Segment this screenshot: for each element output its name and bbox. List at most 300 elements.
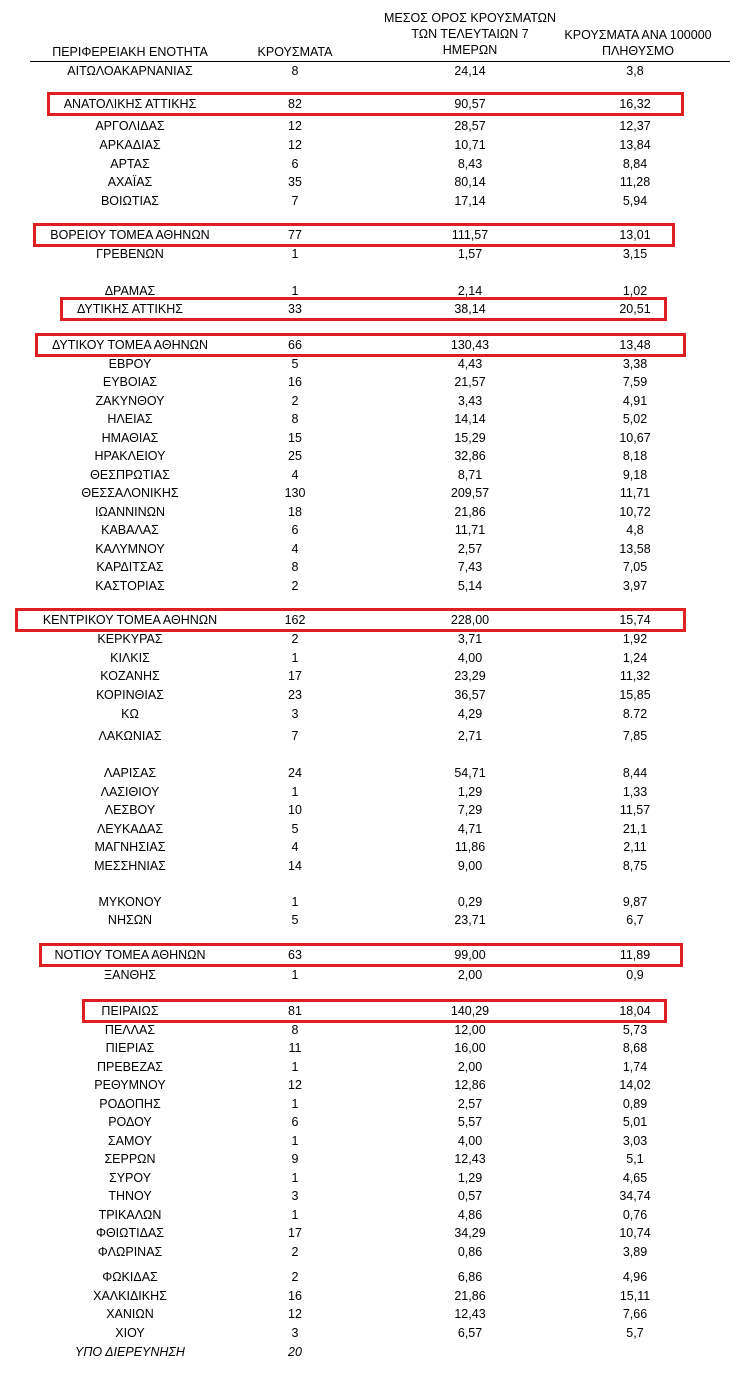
region-cell: ΑΙΤΩΛΟΑΚΑΡΝΑΝΙΑΣ — [67, 64, 193, 78]
per100k-cell: 14,02 — [619, 1078, 651, 1092]
region-cell: ΗΜΑΘΙΑΣ — [101, 431, 159, 445]
per100k-cell: 11,71 — [619, 486, 651, 500]
cases-cell: 8 — [291, 412, 299, 426]
table-row — [0, 727, 738, 745]
per100k-cell: 18,04 — [619, 1004, 651, 1018]
per100k-cell: 1,92 — [622, 632, 648, 646]
avg7-cell: 99,00 — [454, 948, 486, 962]
cases-cell: 4 — [291, 840, 299, 854]
cases-cell: 3 — [291, 1326, 299, 1340]
per100k-cell: 5,7 — [626, 1326, 644, 1340]
cases-cell: 1 — [291, 1097, 299, 1111]
region-cell: ΠΕΛΛΑΣ — [104, 1023, 156, 1037]
avg7-cell: 32,86 — [454, 449, 486, 463]
table-row — [0, 1187, 738, 1205]
per100k-cell: 8,44 — [622, 766, 648, 780]
table-row — [0, 173, 738, 191]
region-cell: ΜΕΣΣΗΝΙΑΣ — [94, 859, 166, 873]
region-cell: ΦΩΚΙΔΑΣ — [102, 1270, 158, 1284]
avg7-cell: 2,14 — [457, 284, 483, 298]
per100k-cell: 5,94 — [622, 194, 648, 208]
cases-cell: 11 — [288, 1041, 302, 1055]
cases-cell: 1 — [291, 1134, 299, 1148]
table-row — [0, 429, 738, 447]
per100k-cell: 3,38 — [622, 357, 648, 371]
table-row — [0, 558, 738, 576]
cases-cell: 8 — [291, 560, 299, 574]
cases-cell: 23 — [288, 688, 302, 702]
avg7-cell: 21,57 — [454, 375, 486, 389]
cases-cell: 2 — [291, 1270, 299, 1284]
region-cell: ΚΑΣΤΟΡΙΑΣ — [95, 579, 165, 593]
cases-cell: 2 — [291, 579, 299, 593]
per100k-cell: 10,74 — [619, 1226, 651, 1240]
per100k-cell: 1,02 — [622, 284, 648, 298]
cases-cell: 6 — [291, 523, 299, 537]
region-cell: ΓΡΕΒΕΝΩΝ — [96, 247, 164, 261]
region-cell: ΡΟΔΟΥ — [108, 1115, 152, 1129]
avg7-cell: 6,86 — [457, 1270, 483, 1284]
region-cell: ΠΕΙΡΑΙΩΣ — [101, 1004, 159, 1018]
cases-cell: 12 — [288, 1307, 302, 1321]
per100k-cell: 5,1 — [626, 1152, 644, 1166]
avg7-cell: 0,86 — [457, 1245, 483, 1259]
header-region-label: ΠΕΡΙΦΕΡΕΙΑΚΗ ΕΝΟΤΗΤΑ — [52, 45, 208, 59]
table-row — [0, 1243, 738, 1261]
avg7-cell: 0,57 — [457, 1189, 483, 1203]
per100k-cell: 2,11 — [623, 840, 647, 854]
per100k-cell: 1,24 — [622, 651, 648, 665]
per100k-cell: 11,89 — [619, 948, 651, 962]
region-cell: ΚΑΒΑΛΑΣ — [101, 523, 159, 537]
avg7-cell: 23,29 — [454, 669, 486, 683]
per100k-cell: 8,68 — [622, 1041, 648, 1055]
avg7-cell: 12,00 — [454, 1023, 486, 1037]
cases-cell: 24 — [288, 766, 302, 780]
region-cell: ΖΑΚΥΝΘΟΥ — [95, 394, 165, 408]
cases-cell: 4 — [291, 542, 299, 556]
table-row — [0, 577, 738, 595]
header-avg7 — [380, 10, 560, 58]
table-row — [0, 95, 738, 113]
table-row — [0, 1132, 738, 1150]
region-cell: ΠΙΕΡΙΑΣ — [105, 1041, 155, 1055]
per100k-cell: 3,03 — [622, 1134, 648, 1148]
table-row — [0, 630, 738, 648]
per100k-cell: 7,05 — [622, 560, 648, 574]
cases-cell: 16 — [288, 1289, 302, 1303]
header-avg7-line1: ΜΕΣΟΣ ΟΡΟΣ ΚΡΟΥΣΜΑΤΩΝ — [383, 11, 557, 25]
avg7-cell: 5,57 — [457, 1115, 483, 1129]
region-cell: ΥΠΟ ΔΙΕΡΕΥΝΗΣΗ — [75, 1345, 185, 1359]
cases-cell: 2 — [291, 632, 299, 646]
avg7-cell: 0,29 — [457, 895, 483, 909]
avg7-cell: 140,29 — [450, 1004, 490, 1018]
per100k-cell: 11,28 — [619, 175, 651, 189]
avg7-cell: 11,86 — [454, 840, 486, 854]
cases-cell: 77 — [288, 228, 302, 242]
region-cell: ΕΥΒΟΙΑΣ — [102, 375, 158, 389]
per100k-cell: 15,11 — [619, 1289, 651, 1303]
per100k-cell: 9,87 — [622, 895, 648, 909]
per100k-cell: 16,32 — [619, 97, 651, 111]
cases-cell: 1 — [291, 247, 299, 261]
avg7-cell: 1,29 — [457, 785, 483, 799]
avg7-cell: 4,29 — [457, 707, 483, 721]
avg7-cell: 111,57 — [451, 228, 489, 242]
avg7-cell: 2,71 — [457, 729, 483, 743]
per100k-cell: 10,67 — [619, 431, 651, 445]
cases-cell: 4 — [291, 468, 299, 482]
per100k-cell: 0,89 — [622, 1097, 648, 1111]
avg7-cell: 24,14 — [454, 64, 486, 78]
per100k-cell: 0,76 — [622, 1208, 648, 1222]
cases-cell: 9 — [291, 1152, 299, 1166]
region-cell: ΝΗΣΩΝ — [107, 913, 153, 927]
cases-cell: 3 — [291, 707, 299, 721]
table-row — [0, 521, 738, 539]
per100k-cell: 12,37 — [619, 119, 651, 133]
table-row — [0, 62, 738, 80]
avg7-cell: 10,71 — [454, 138, 486, 152]
table-row — [0, 1287, 738, 1305]
cases-cell: 12 — [288, 1078, 302, 1092]
avg7-cell: 9,00 — [457, 859, 483, 873]
cases-cell: 16 — [288, 375, 302, 389]
cases-cell: 1 — [291, 1208, 299, 1222]
per100k-cell: 8,18 — [622, 449, 648, 463]
region-cell: ΒΟΡΕΙΟΥ ΤΟΜΕΑ ΑΘΗΝΩΝ — [50, 228, 210, 242]
cases-cell: 3 — [291, 1189, 299, 1203]
table-row — [0, 117, 738, 135]
region-cell: ΧΙΟΥ — [115, 1326, 145, 1340]
per100k-cell: 21,1 — [622, 822, 648, 836]
region-cell: ΞΑΝΘΗΣ — [104, 968, 156, 982]
table-row — [0, 373, 738, 391]
region-cell: ΗΡΑΚΛΕΙΟΥ — [94, 449, 166, 463]
avg7-cell: 12,86 — [454, 1078, 486, 1092]
cases-cell: 15 — [288, 431, 302, 445]
per100k-cell: 13,58 — [619, 542, 651, 556]
avg7-cell: 4,71 — [457, 822, 483, 836]
avg7-cell: 15,29 — [454, 431, 486, 445]
table-row — [0, 911, 738, 929]
region-cell: ΑΡΚΑΔΙΑΣ — [99, 138, 161, 152]
cases-cell: 1 — [291, 895, 299, 909]
region-cell: ΘΕΣΣΑΛΟΝΙΚΗΣ — [81, 486, 179, 500]
region-cell: ΚΩ — [121, 707, 139, 721]
per100k-cell: 0,9 — [626, 968, 644, 982]
per100k-cell: 9,18 — [622, 468, 648, 482]
region-cell: ΗΛΕΙΑΣ — [107, 412, 153, 426]
per100k-cell: 5,02 — [622, 412, 648, 426]
per100k-cell: 11,57 — [619, 803, 651, 817]
table-row — [0, 1150, 738, 1168]
cases-cell: 162 — [284, 613, 306, 627]
region-cell: ΑΝΑΤΟΛΙΚΗΣ ΑΤΤΙΚΗΣ — [63, 97, 197, 111]
avg7-cell: 23,71 — [454, 913, 486, 927]
table-row — [0, 686, 738, 704]
table-row — [0, 705, 738, 723]
avg7-cell: 1,29 — [457, 1171, 483, 1185]
table-row — [0, 1169, 738, 1187]
table-row — [0, 667, 738, 685]
avg7-cell: 12,43 — [454, 1307, 486, 1321]
avg7-cell: 16,00 — [454, 1041, 486, 1055]
table-row — [0, 336, 738, 354]
cases-cell: 20 — [288, 1345, 302, 1359]
region-cell: ΛΑΣΙΘΙΟΥ — [100, 785, 160, 799]
region-cell: ΡΕΘΥΜΝΟΥ — [94, 1078, 166, 1092]
avg7-cell: 4,86 — [457, 1208, 483, 1222]
per100k-cell: 13,48 — [619, 338, 651, 352]
avg7-cell: 6,57 — [457, 1326, 483, 1340]
table-row — [0, 1343, 738, 1361]
per100k-cell: 3,89 — [622, 1245, 648, 1259]
cases-cell: 1 — [291, 785, 299, 799]
header-avg7-line2: ΤΩΝ ΤΕΛΕΥΤΑΙΩΝ 7 — [411, 27, 529, 41]
table-row — [0, 857, 738, 875]
avg7-cell: 14,14 — [454, 412, 486, 426]
per100k-cell: 15,74 — [619, 613, 651, 627]
cases-cell: 63 — [288, 948, 302, 962]
region-cell: ΠΡΕΒΕΖΑΣ — [96, 1060, 164, 1074]
table-row — [0, 466, 738, 484]
table-row — [0, 410, 738, 428]
region-cell: ΚΕΝΤΡΙΚΟΥ ΤΟΜΕΑ ΑΘΗΝΩΝ — [42, 613, 218, 627]
header-region — [30, 44, 230, 60]
region-cell: ΑΧΑΪΑΣ — [107, 175, 153, 189]
region-cell: ΙΩΑΝΝΙΝΩΝ — [94, 505, 166, 519]
table-row — [0, 226, 738, 244]
region-cell: ΔΥΤΙΚΗΣ ΑΤΤΙΚΗΣ — [77, 302, 183, 316]
table-row — [0, 1224, 738, 1242]
cases-cell: 8 — [291, 64, 299, 78]
table-row — [0, 966, 738, 984]
cases-cell: 6 — [291, 157, 299, 171]
header-avg7-line3: ΗΜΕΡΩΝ — [442, 43, 498, 57]
per100k-cell: 7,59 — [622, 375, 648, 389]
region-cell: ΧΑΛΚΙΔΙΚΗΣ — [93, 1289, 167, 1303]
region-cell: ΜΑΓΝΗΣΙΑΣ — [94, 840, 166, 854]
table-row — [0, 300, 738, 318]
avg7-cell: 38,14 — [454, 302, 486, 316]
table-row — [0, 764, 738, 782]
region-cell: ΦΘΙΩΤΙΔΑΣ — [95, 1226, 165, 1240]
avg7-cell: 28,57 — [454, 119, 486, 133]
per100k-cell: 13,84 — [619, 138, 651, 152]
cases-cell: 82 — [288, 97, 302, 111]
cases-cell: 1 — [291, 651, 299, 665]
region-cell: ΤΡΙΚΑΛΩΝ — [98, 1208, 162, 1222]
table-row — [0, 1268, 738, 1286]
table-row — [0, 136, 738, 154]
table-row — [0, 1206, 738, 1224]
cases-cell: 12 — [288, 119, 302, 133]
per100k-cell: 8.72 — [622, 707, 648, 721]
cases-cell: 14 — [288, 859, 302, 873]
region-cell: ΣΑΜΟΥ — [107, 1134, 153, 1148]
per100k-cell: 5,01 — [622, 1115, 648, 1129]
header-per100k — [548, 27, 728, 59]
cases-cell: 18 — [288, 505, 302, 519]
avg7-cell: 36,57 — [454, 688, 486, 702]
table-row — [0, 192, 738, 210]
table-row — [0, 1002, 738, 1020]
cases-cell: 33 — [288, 302, 302, 316]
region-cell: ΕΒΡΟΥ — [108, 357, 152, 371]
header-cases-label: ΚΡΟΥΣΜΑΤΑ — [257, 45, 333, 59]
avg7-cell: 5,14 — [457, 579, 483, 593]
per100k-cell: 20,51 — [619, 302, 651, 316]
avg7-cell: 3,43 — [457, 394, 483, 408]
per100k-cell: 11,32 — [619, 669, 651, 683]
region-cell: ΒΟΙΩΤΙΑΣ — [100, 194, 160, 208]
region-cell: ΡΟΔΟΠΗΣ — [99, 1097, 161, 1111]
region-cell: ΛΑΡΙΣΑΣ — [103, 766, 157, 780]
cases-cell: 17 — [288, 669, 302, 683]
cases-cell: 5 — [291, 822, 299, 836]
avg7-cell: 2,57 — [457, 1097, 483, 1111]
table-row — [0, 946, 738, 964]
region-cell: ΛΕΥΚΑΔΑΣ — [96, 822, 164, 836]
cases-cell: 1 — [291, 968, 299, 982]
region-cell: ΤΗΝΟΥ — [108, 1189, 152, 1203]
avg7-cell: 8,43 — [457, 157, 483, 171]
table-row — [0, 1095, 738, 1113]
per100k-cell: 4,65 — [622, 1171, 648, 1185]
region-cell: ΣΕΡΡΩΝ — [104, 1152, 156, 1166]
avg7-cell: 54,71 — [454, 766, 486, 780]
per100k-cell: 4,91 — [622, 394, 648, 408]
header-per100k-line2: ΠΛΗΘΥΣΜΟ — [602, 44, 674, 58]
avg7-cell: 1,57 — [457, 247, 483, 261]
per100k-cell: 10,72 — [619, 505, 651, 519]
cases-cell: 5 — [291, 357, 299, 371]
table-row — [0, 484, 738, 502]
region-cell: ΔΥΤΙΚΟΥ ΤΟΜΕΑ ΑΘΗΝΩΝ — [51, 338, 209, 352]
region-cell: ΦΛΩΡΙΝΑΣ — [97, 1245, 163, 1259]
region-cell: ΑΡΤΑΣ — [110, 157, 150, 171]
per100k-cell: 8,84 — [622, 157, 648, 171]
cases-cell: 1 — [291, 284, 299, 298]
per100k-cell: 6,7 — [626, 913, 644, 927]
per100k-cell: 3,15 — [622, 247, 648, 261]
avg7-cell: 90,57 — [454, 97, 486, 111]
region-cell: ΑΡΓΟΛΙΔΑΣ — [95, 119, 165, 133]
table-row — [0, 1305, 738, 1323]
cases-cell: 5 — [291, 913, 299, 927]
per100k-cell: 1,74 — [622, 1060, 648, 1074]
header-per100k-line1: ΚΡΟΥΣΜΑΤΑ ΑΝΑ 100000 — [564, 28, 712, 42]
cases-cell: 1 — [291, 1060, 299, 1074]
avg7-cell: 228,00 — [450, 613, 490, 627]
region-cell: ΔΡΑΜΑΣ — [104, 284, 156, 298]
per100k-cell: 4,96 — [622, 1270, 648, 1284]
region-cell: ΜΥΚΟΝΟΥ — [98, 895, 162, 909]
header-cases — [245, 44, 345, 60]
per100k-cell: 34,74 — [619, 1189, 651, 1203]
table-row — [0, 447, 738, 465]
table-row — [0, 540, 738, 558]
avg7-cell: 12,43 — [454, 1152, 486, 1166]
table-row — [0, 392, 738, 410]
avg7-cell: 3,71 — [457, 632, 483, 646]
avg7-cell: 2,00 — [457, 968, 483, 982]
table-row — [0, 355, 738, 373]
table-row — [0, 1058, 738, 1076]
table-row — [0, 1076, 738, 1094]
region-cell: ΚΑΛΥΜΝΟΥ — [95, 542, 165, 556]
cases-cell: 130 — [284, 486, 306, 500]
avg7-cell: 2,00 — [457, 1060, 483, 1074]
region-cell: ΛΑΚΩΝΙΑΣ — [98, 729, 162, 743]
cases-cell: 1 — [291, 1171, 299, 1185]
avg7-cell: 17,14 — [454, 194, 486, 208]
cases-cell: 2 — [291, 1245, 299, 1259]
avg7-cell: 4,00 — [457, 1134, 483, 1148]
cases-cell: 12 — [288, 138, 302, 152]
table-row — [0, 1039, 738, 1057]
cases-cell: 8 — [291, 1023, 299, 1037]
per100k-cell: 5,73 — [622, 1023, 648, 1037]
per100k-cell: 4,8 — [626, 523, 644, 537]
per100k-cell: 7,85 — [622, 729, 648, 743]
avg7-cell: 80,14 — [454, 175, 486, 189]
avg7-cell: 34,29 — [454, 1226, 486, 1240]
table-row — [0, 1113, 738, 1131]
avg7-cell: 2,57 — [457, 542, 483, 556]
table-row — [0, 820, 738, 838]
avg7-cell: 7,29 — [457, 803, 483, 817]
cases-cell: 25 — [288, 449, 302, 463]
table-row — [0, 611, 738, 629]
table-row — [0, 801, 738, 819]
avg7-cell: 209,57 — [450, 486, 490, 500]
region-cell: ΚΙΛΚΙΣ — [110, 651, 150, 665]
table-row — [0, 282, 738, 300]
table-row — [0, 649, 738, 667]
table-row — [0, 1324, 738, 1342]
per100k-cell: 1,33 — [622, 785, 648, 799]
avg7-cell: 130,43 — [450, 338, 490, 352]
region-cell: ΧΑΝΙΩΝ — [106, 1307, 154, 1321]
region-cell: ΚΟΡΙΝΘΙΑΣ — [96, 688, 164, 702]
region-cell: ΚΟΖΑΝΗΣ — [100, 669, 160, 683]
avg7-cell: 11,71 — [454, 523, 486, 537]
table-row — [0, 245, 738, 263]
avg7-cell: 21,86 — [454, 1289, 486, 1303]
avg7-cell: 7,43 — [457, 560, 483, 574]
region-cell: ΚΕΡΚΥΡΑΣ — [97, 632, 163, 646]
per100k-cell: 3,8 — [626, 64, 644, 78]
region-cell: ΚΑΡΔΙΤΣΑΣ — [96, 560, 164, 574]
table-row — [0, 1021, 738, 1039]
per100k-cell: 7,66 — [622, 1307, 648, 1321]
cases-cell: 10 — [288, 803, 302, 817]
cases-cell: 7 — [291, 729, 299, 743]
cases-cell: 81 — [288, 1004, 302, 1018]
per100k-cell: 15,85 — [619, 688, 651, 702]
cases-cell: 66 — [288, 338, 302, 352]
cases-cell: 35 — [288, 175, 302, 189]
avg7-cell: 21,86 — [454, 505, 486, 519]
table-row — [0, 155, 738, 173]
region-cell: ΣΥΡΟΥ — [108, 1171, 152, 1185]
cases-cell: 17 — [288, 1226, 302, 1240]
table-row — [0, 503, 738, 521]
avg7-cell: 4,00 — [457, 651, 483, 665]
